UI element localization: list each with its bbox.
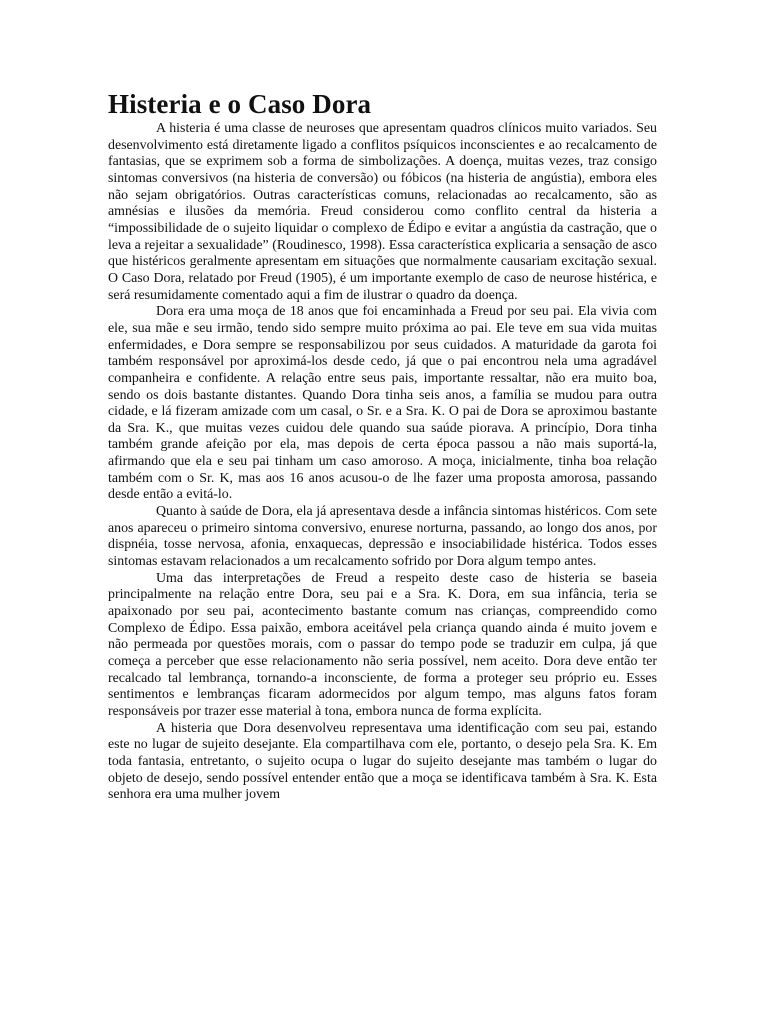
paragraph-5: A histeria que Dora desenvolveu representava uma identificação com seu pai, estando este no lugar de sujeito desejante. Ela compartilhava com ele, portanto, o desejo pela Sra. K. Em toda fantasia, entretanto, o sujeito ocupa o lugar do sujeito desejante mas também o lugar do objeto de desejo, sendo possível entender então que a moça se identificava também à Sra. K. Esta senhora era uma mulher jovem <box>108 720 657 803</box>
paragraph-4: Uma das interpretações de Freud a respeito deste caso de histeria se baseia principalmente na relação entre Dora, seu pai e a Sra. K. Dora, em sua infância, teria se apaixonado por seu pai, acontecimento bastante comum nas crianças, compreendido como Complexo de Édipo. Essa paixão, embora aceitável pela criança quando ainda é muito jovem e não permeada por questões morais, com o passar do tempo pode se traduzir em culpa, já que começa a perceber que esse relacionamento não seria possível, nem aceito. Dora deve então ter recalcado tal lembrança, tornando-a inconsciente, de forma a proteger seu próprio eu. Esses sentimentos e lembranças ficaram adormecidos por algum tempo, mas alguns fatos foram responsáveis por trazer esse material à tona, embora nunca de forma explícita. <box>108 570 657 719</box>
document-page <box>108 88 657 804</box>
paragraph-1: A histeria é uma classe de neuroses que apresentam quadros clínicos muito variados. Seu desenvolvimento está diretamente ligado a conflitos psíquicos inconscientes e ao recalcamento de fantasias, que se exprimem sob a forma de simbolizações. A doença, muitas vezes, traz consigo sintomas conversivos (na histeria de conversão) ou fóbicos (na histeria de angústia), embora eles não sejam obrigatórios. Outras características comuns, relacionadas ao recalcamento, são as amnésias e ilusões da memória. Freud considerou como conflito central da histeria a “impossibilidade de o sujeito liquidar o complexo de Édipo e evitar a angústia da castração, que o leva a rejeitar a sexualidade” (Roudinesco, 1998). Essa característica explicaria a sensação de asco que histéricos geralmente apresentam em situações que normalmente causariam excitação sexual. O Caso Dora, relatado por Freud (1905), é um importante exemplo de caso de neurose histérica, e será resumidamente comentado aqui a fim de ilustrar o quadro da doença. <box>108 121 657 303</box>
document-title: Histeria e o Caso Dora <box>108 89 372 119</box>
paragraph-3: Quanto à saúde de Dora, ela já apresentava desde a infância sintomas histéricos. Com sete anos apareceu o primeiro sintoma conversivo, enurese norturna, passando, ao longo dos anos, por dispnéia, tosse nervosa, afonia, enxaquecas, depressão e insociabilidade histérica. Todos esses sintomas estavam relacionados a um recalcamento sofrido por Dora algum tempo antes. <box>108 504 657 570</box>
paragraph-2: Dora era uma moça de 18 anos que foi encaminhada a Freud por seu pai. Ela vivia com ele, sua mãe e seu irmão, tendo sido sempre muito próxima ao pai. Ele teve em sua vida muitas enfermidades, e Dora sempre se responsabilizou por seus cuidados. A maturidade da garota foi também responsável por aproximá-los desde cedo, já que o pai encontrou nela uma agradável companheira e confidente. A relação entre seus pais, importante ressaltar, não era muito boa, sendo os dois bastante distantes. Quando Dora tinha seis anos, a família se mudou para outra cidade, e lá fizeram amizade com um casal, o Sr. e a Sra. K. O pai de Dora se aproximou bastante da Sra. K., que muitas vezes cuidou dele quando sua saúde piorava. A princípio, Dora tinha também grande afeição por ela, mas depois de certa época passou a não mais suportá-la, afirmando que ela e seu pai tinham um caso amoroso. A moça, inicialmente, tinha boa relação também com o Sr. K, mas aos 16 anos acusou-o de lhe fazer uma proposta amorosa, passando desde então a evitá-lo. <box>108 304 657 503</box>
